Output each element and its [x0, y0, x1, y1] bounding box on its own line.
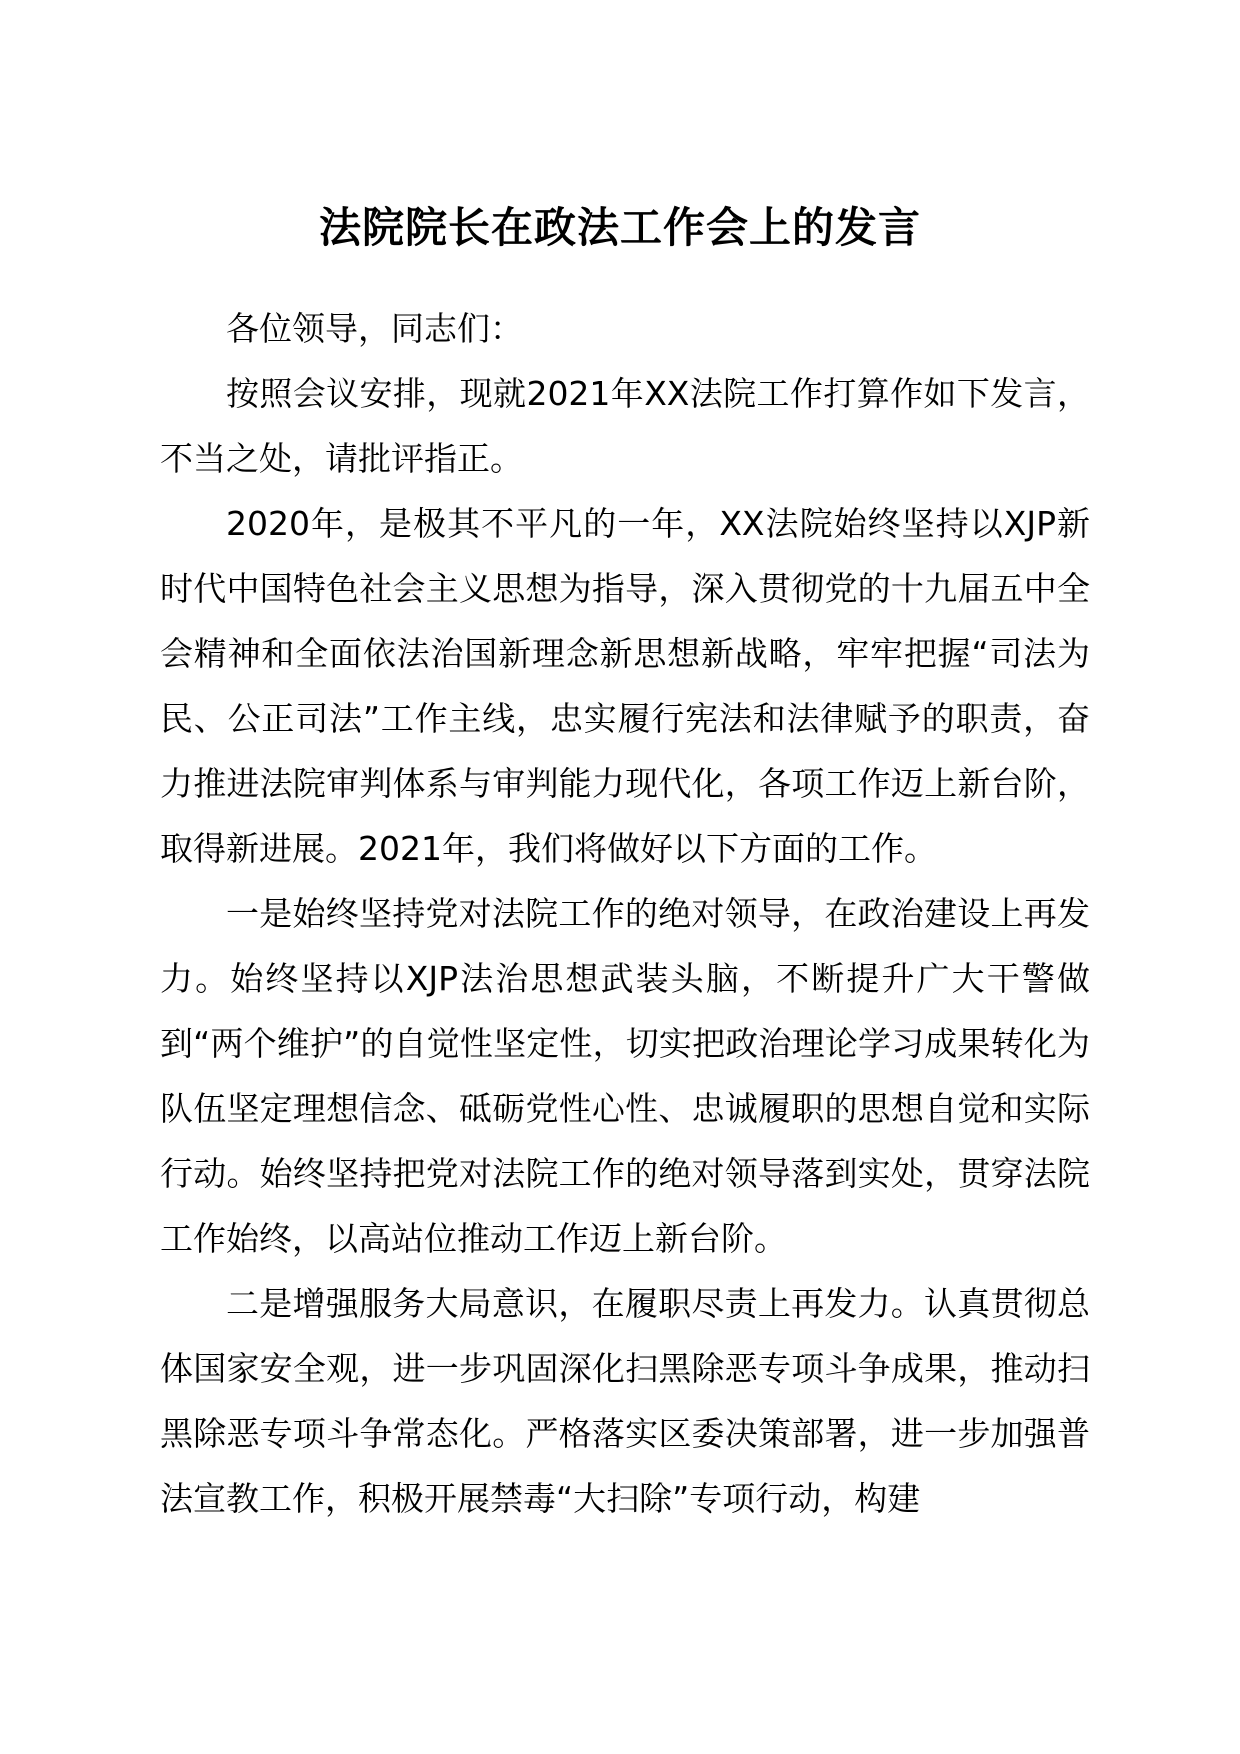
paragraph-intro: 按照会议安排，现就2021年XX法院工作打算作如下发言，不当之处，请批评指正。: [160, 374, 1090, 478]
paragraph-point-one: 一是始终坚持党对法院工作的绝对领导，在政治建设上再发力。始终坚持以XJP法治思想武装头脑，不断提升广大干警做到“两个维护”的自觉性坚定性，切实把政治理论学习成果转化为队伍坚定理想信念、砥砺党性心性、忠诚履职的思想自觉和实际行动。始终坚持把党对法院工作的绝对领导落到实处，贯穿法院工作始终，以高站位推动工作迈上新台阶。: [160, 894, 1090, 1258]
document-title: 法院院长在政法工作会上的发言: [318, 203, 921, 252]
document-body: [160, 296, 1090, 1531]
paragraph-review-2020: 2020年，是极其不平凡的一年，XX法院始终坚持以XJP新时代中国特色社会主义思想为指导，深入贯彻党的十九届五中全会精神和全面依法治国新理念新思想新战略，牢牢把握“司法为民、公正司法”工作主线，忠实履行宪法和法律赋予的职责，奋力推进法院审判体系与审判能力现代化，各项工作迈上新台阶，取得新进展。2021年，我们将做好以下方面的工作。: [160, 504, 1090, 868]
paragraph-point-two: 二是增强服务大局意识，在履职尽责上再发力。认真贯彻总体国家安全观，进一步巩固深化扫黑除恶专项斗争成果，推动扫黑除恶专项斗争常态化。严格落实区委决策部署，进一步加强普法宣教工作，积极开展禁毒“大扫除”专项行动，构建: [160, 1284, 1090, 1518]
paragraph-salutation: 各位领导，同志们：: [226, 309, 523, 348]
